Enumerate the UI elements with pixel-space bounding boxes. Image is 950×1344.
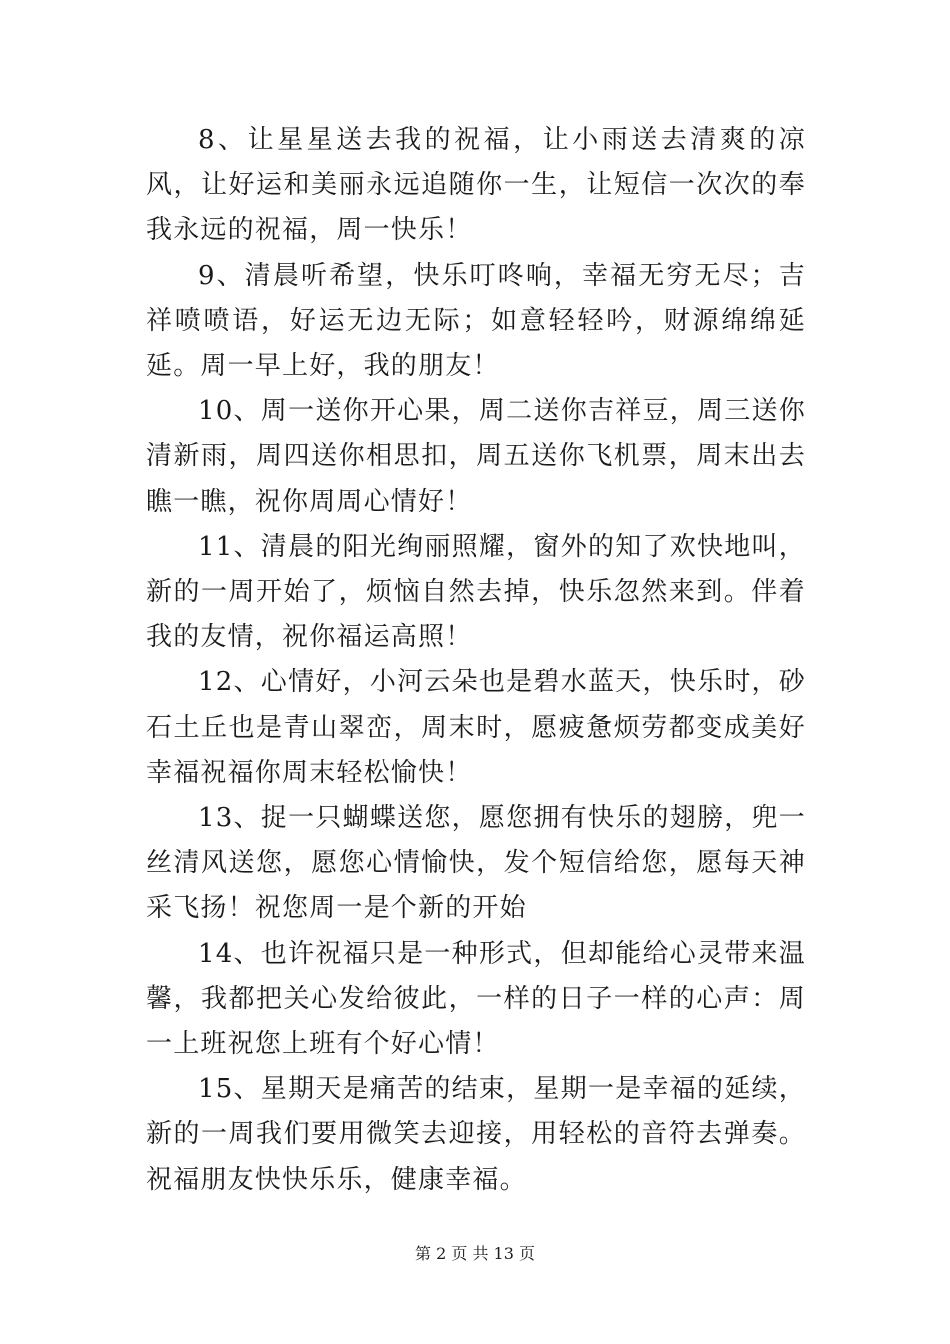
paragraph-12: 12、心情好，小河云朵也是碧水蓝天，快乐时，砂石土丘也是青山翠峦，周末时，愿疲惫烦劳都变成美好幸福祝福你周末轻松愉快！: [146, 667, 806, 788]
paragraph-13: 13、捉一只蝴蝶送您，愿您拥有快乐的翅膀，兜一丝清风送您，愿您心情愉快，发个短信给您，愿每天神采飞扬！祝您周一是个新的开始: [146, 803, 806, 924]
paragraph-8: 8、让星星送去我的祝福，让小雨送去清爽的凉风，让好运和美丽永远追随你一生，让短信一次次的奉我永远的祝福，周一快乐！: [146, 125, 806, 246]
paragraph-11: 11、清晨的阳光绚丽照耀，窗外的知了欢快地叫，新的一周开始了，烦恼自然去掉，快乐忽然来到。伴着我的友情，祝你福运高照！: [146, 531, 806, 653]
paragraph-10: 10、周一送你开心果，周二送你吉祥豆，周三送你清新雨，周四送你相思扣，周五送你飞机票，周末出去瞧一瞧，祝你周周心情好！: [146, 396, 806, 517]
document-body: [146, 118, 806, 1203]
paragraph-15: 15、星期天是痛苦的结束，星期一是幸福的延续，新的一周我们要用微笑去迎接，用轻松的音符去弹奏。祝福朋友快快乐乐，健康幸福。: [146, 1074, 806, 1195]
page-footer: 第 2 页 共 13 页: [415, 1244, 535, 1263]
paragraph-14: 14、也许祝福只是一种形式，但却能给心灵带来温馨，我都把关心发给彼此，一样的日子一样的心声：周一上班祝您上班有个好心情！: [146, 938, 806, 1060]
paragraph-9: 9、清晨听希望，快乐叮咚响，幸福无穷无尽；吉祥喷喷语，好运无边无际；如意轻轻吟，财源绵绵延延。周一早上好，我的朋友！: [146, 260, 806, 382]
